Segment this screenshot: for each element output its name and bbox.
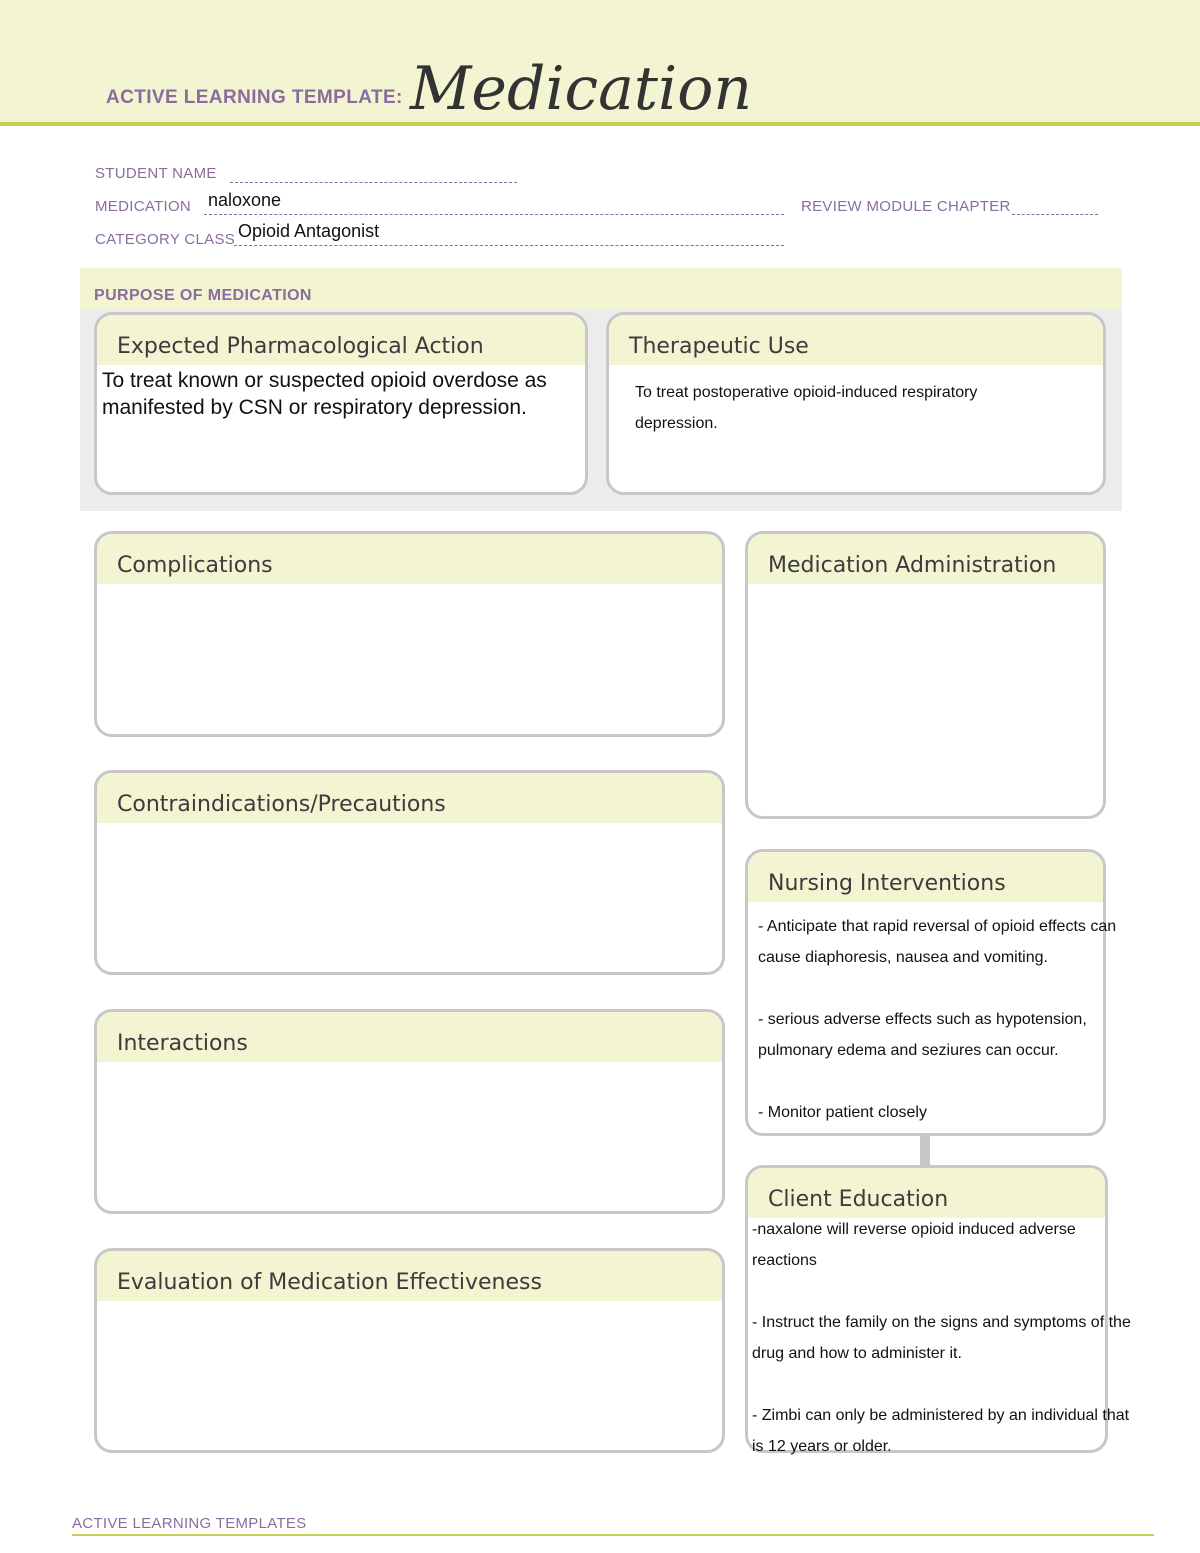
client-item: - Zimbi can only be administered by an individual that is 12 years or older. — [752, 1407, 1130, 1455]
footer-label: ACTIVE LEARNING TEMPLATES — [72, 1515, 307, 1532]
expected-action-title: Expected Pharmacological Action — [117, 334, 484, 359]
therapeutic-use-title: Therapeutic Use — [629, 334, 809, 359]
nursing-item: - Monitor patient closely — [758, 1104, 927, 1121]
therapeutic-use-header — [609, 315, 1103, 365]
card-connector — [920, 1135, 930, 1167]
category-class-label: CATEGORY CLASS — [95, 231, 236, 248]
evaluation-card[interactable] — [94, 1248, 725, 1453]
purpose-header — [80, 268, 1122, 310]
medication-label: MEDICATION — [95, 198, 192, 215]
review-module-label: REVIEW MODULE CHAPTER — [801, 198, 1011, 215]
client-education-title: Client Education — [768, 1187, 949, 1212]
client-item: - Instruct the family on the signs and symptoms of the drug and how to administer it. — [752, 1314, 1131, 1362]
nursing-interventions-header — [748, 852, 1103, 902]
medication-value: naloxone — [208, 190, 282, 210]
student-name-label: STUDENT NAME — [95, 165, 217, 182]
nursing-interventions-title: Nursing Interventions — [768, 871, 1006, 896]
client-education-text[interactable] — [752, 1214, 1132, 1462]
student-name-field[interactable] — [230, 182, 517, 183]
evaluation-title: Evaluation of Medication Effectiveness — [117, 1270, 542, 1295]
template-label: ACTIVE LEARNING TEMPLATE: — [106, 87, 403, 108]
administration-title: Medication Administration — [768, 553, 1057, 578]
therapeutic-use-text[interactable]: To treat postoperative opioid-induced respiratory depression. — [635, 384, 978, 432]
medication-field[interactable] — [204, 214, 784, 215]
complications-title: Complications — [117, 553, 273, 578]
category-class-field[interactable] — [234, 245, 784, 246]
contraindications-header — [97, 773, 722, 823]
expected-action-text[interactable]: To treat known or suspected opioid overdose as manifested by CSN or respiratory depression. — [102, 369, 547, 419]
contraindications-title: Contraindications/Precautions — [117, 792, 446, 817]
footer-divider — [72, 1534, 1154, 1536]
page-title: Medication — [410, 54, 752, 124]
administration-card[interactable] — [745, 531, 1106, 819]
client-education-header — [748, 1168, 1105, 1218]
header-band — [0, 0, 1200, 126]
review-module-field[interactable] — [1012, 214, 1098, 215]
administration-header — [748, 534, 1103, 584]
complications-header — [97, 534, 722, 584]
interactions-card[interactable] — [94, 1009, 725, 1214]
client-item: -naxalone will reverse opioid induced adverse reactions — [752, 1221, 1076, 1269]
purpose-label: PURPOSE OF MEDICATION — [94, 287, 312, 304]
evaluation-header — [97, 1251, 722, 1301]
complications-card[interactable] — [94, 531, 725, 737]
nursing-item: - serious adverse effects such as hypotension, pulmonary edema and seziures can occur. — [758, 1011, 1087, 1059]
nursing-interventions-text[interactable] — [758, 911, 1138, 1128]
interactions-title: Interactions — [117, 1031, 248, 1056]
contraindications-card[interactable] — [94, 770, 725, 975]
nursing-item: - Anticipate that rapid reversal of opioid effects can cause diaphoresis, nausea and vomiting. — [758, 918, 1117, 966]
interactions-header — [97, 1012, 722, 1062]
category-class-value: Opioid Antagonist — [238, 221, 380, 241]
expected-action-header — [97, 315, 585, 365]
